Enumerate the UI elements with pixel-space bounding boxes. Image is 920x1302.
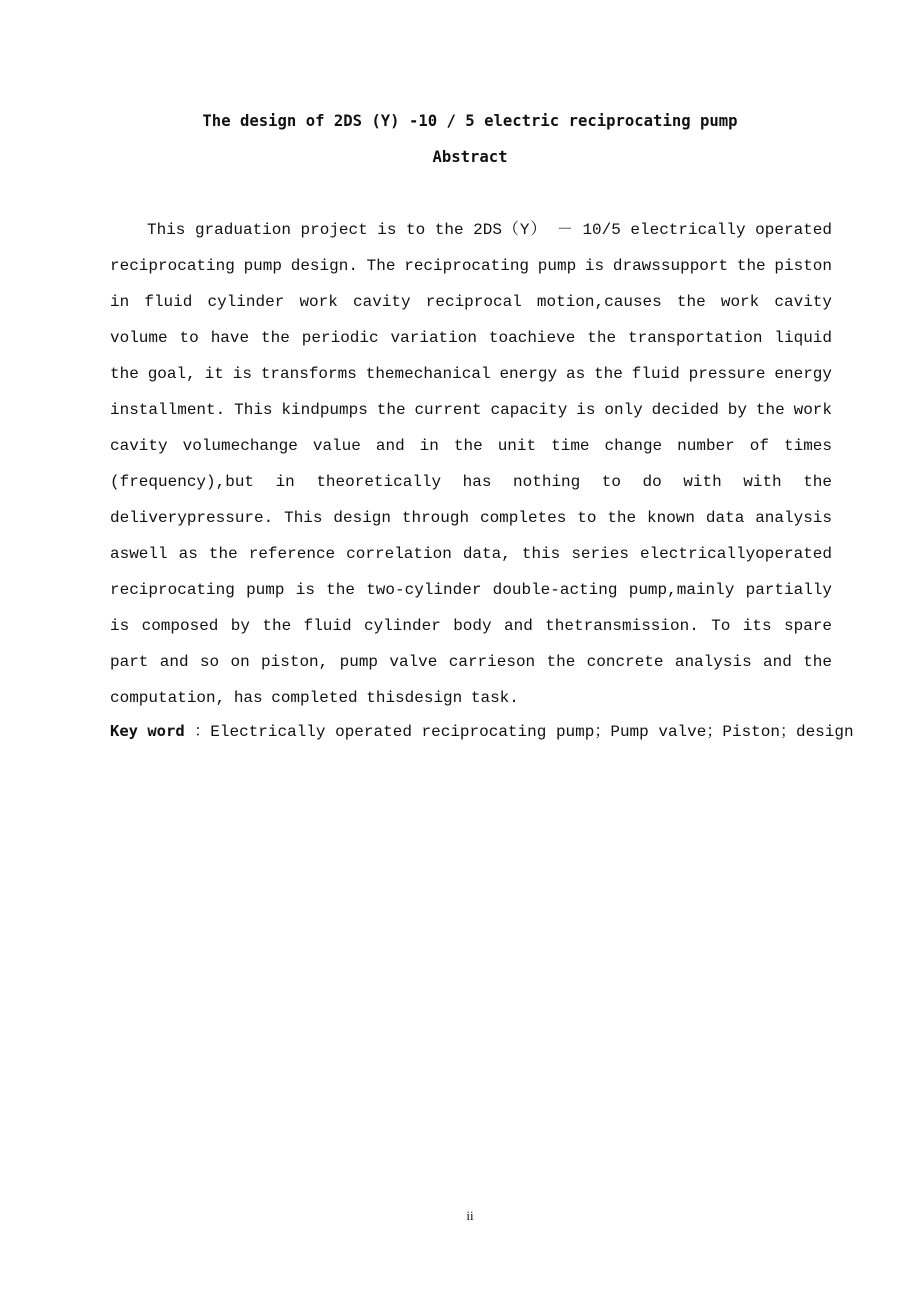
section-heading-abstract: Abstract: [432, 148, 508, 166]
keywords-label: Key word: [110, 722, 185, 740]
document-title: The design of 2DS (Y) -10 / 5 electric reciprocating pump: [202, 112, 738, 130]
page-number: ii: [466, 1208, 474, 1223]
keywords-separator: ：: [194, 723, 211, 741]
abstract-paragraph: This graduation project is to the 2DS（Y） － 10/5 electrically operated reciprocating pump design. The reciprocating pump is drawssupport the piston in fluid cylinder work cavity reciprocal motion,causes the work cavity volume to have the periodic variation toachieve the transportation liquid the goal, it is transforms themechanical energy as the fluid pressure energy installment. This kindpumps the current capacity is only decided by the work cavity volumechange value and in the unit time change number of times (frequency),but in theoretically has nothing to do with with the deliverypressure. This design through completes to the known data analysis aswell as the reference correlation data, this series electricallyoperated reciprocating pump is the two-cylinder double-acting pump,mainly partially is composed by the fluid cylinder body and thetransmission. To its spare part and so on piston, pump valve carrieson the concrete analysis and the computation, has completed thisdesign task.: [110, 221, 832, 707]
keywords-text: Electrically operated reciprocating pump；Pump valve；Piston；design: [210, 723, 854, 741]
keywords-line: [110, 718, 870, 745]
